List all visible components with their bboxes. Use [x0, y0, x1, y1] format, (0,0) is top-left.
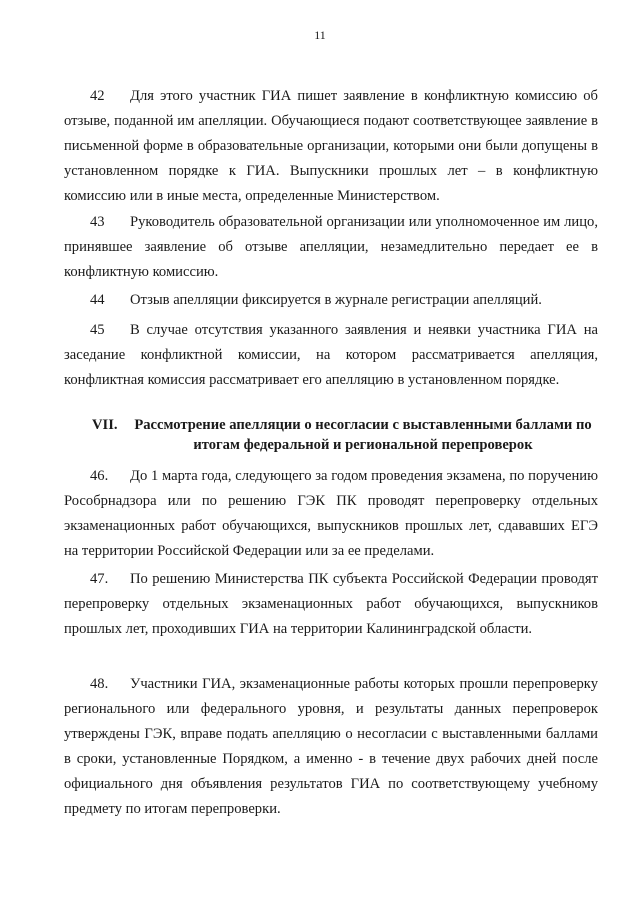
paragraph-number: 44	[90, 292, 105, 308]
paragraph-number: 46.	[90, 468, 109, 484]
section-number: VII.	[92, 417, 118, 433]
section-title: Рассмотрение апелляции о несогласии с выставленными баллами по итогам федеральной и региональной перепроверок	[134, 417, 592, 453]
paragraph-43	[64, 210, 598, 285]
page-number: 11	[314, 28, 326, 42]
paragraph-text: По решению Министерства ПК субъекта Российской Федерации проводят перепроверку отдельных экзаменационных работ обучающихся, выпускников прошлых лет, проходивших ГИА на территории Калининградской области.	[64, 571, 598, 637]
paragraph-text: Отзыв апелляции фиксируется в журнале регистрации апелляций.	[130, 292, 542, 308]
paragraph-number: 47.	[90, 571, 109, 587]
paragraph-text: До 1 марта года, следующего за годом проведения экзамена, по поручению Рособрнадзора или по решению ГЭК ПК проводят перепроверку отдельных экзаменационных работ обучающихся, выпускников прошлых лет, сдававших ЕГЭ на территории Российской Федерации или за ее пределами.	[64, 468, 598, 559]
paragraph-45	[64, 318, 598, 393]
paragraph-42	[64, 84, 598, 209]
paragraph-47	[64, 567, 598, 642]
paragraph-text: Участники ГИА, экзаменационные работы которых прошли перепроверку регионального или федерального уровня, и результаты данных перепроверок утверждены ГЭК, вправе подать апелляцию о несогласии с выставленными баллами в сроки, установленные Порядком, а именно - в течение двух рабочих дней после официального дня объявления результатов ГИА по соответствующему учебному предмету по итогам перепроверки.	[64, 676, 598, 817]
paragraph-44	[64, 288, 598, 313]
section-heading	[92, 415, 592, 455]
paragraph-text: Для этого участник ГИА пишет заявление в конфликтную комиссию об отзыве, поданной им апелляции. Обучающиеся подают соответствующее заявление в письменной форме в образовательные организации, которыми они были допущены в установленном порядке к ГИА. Выпускники прошлых лет – в конфликтную комиссию или в иные места, определенные Министерством.	[64, 88, 598, 204]
paragraph-text: В случае отсутствия указанного заявления и неявки участника ГИА на заседание конфликтной комиссии, на котором рассматривается апелляция, конфликтная комиссия рассматривает его апелляцию в установленном порядке.	[64, 322, 598, 388]
paragraph-number: 42	[90, 88, 105, 104]
paragraph-46	[64, 464, 598, 564]
paragraph-number: 45	[90, 322, 105, 338]
paragraph-number: 43	[90, 214, 105, 230]
paragraph-48	[64, 672, 598, 822]
paragraph-text: Руководитель образовательной организации или уполномоченное им лицо, принявшее заявление об отзыве апелляции, незамедлительно передает ее в конфликтную комиссию.	[64, 214, 598, 280]
paragraph-number: 48.	[90, 676, 109, 692]
